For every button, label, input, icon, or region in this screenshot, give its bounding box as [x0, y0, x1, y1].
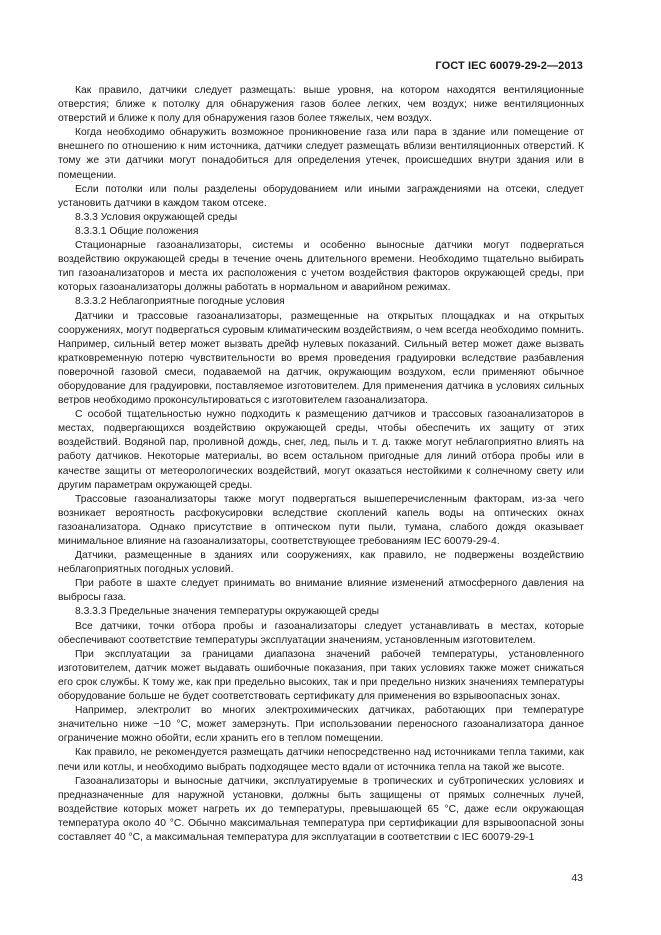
subsection-heading: 8.3.3.1 Общие положения — [75, 225, 199, 237]
page-number: 43 — [571, 872, 583, 884]
paragraph: При работе в шахте следует принимать во внимание влияние изменений атмосферного давления на выбросы газа. — [58, 578, 584, 604]
standard-designation: ГОСТ IEC 60079-29-2—2013 — [435, 60, 583, 72]
paragraph: Трассовые газоанализаторы также могут подвергаться вышеперечисленным факторам, из-за чего возникает вероятность расфокусировки вследствие скоплений капель воды на оптических окнах газоанализатора. Однако присутствие в оптическом пути пыли, тумана, слабого дождя оказывает минимальное влияние на газоанализаторы, соответствующее требованиям IEC 60079-29-4. — [58, 493, 584, 547]
paragraph: Если потолки или полы разделены оборудованием или иными заграждениями на отсеки, следует установить датчики в каждом таком отсеке. — [58, 183, 584, 209]
subsection-heading: 8.3.3.3 Предельные значения температуры окружающей среды — [75, 606, 380, 618]
paragraph: Например, электролит во многих электрохимических датчиках, работающих при температуре значительно ниже −10 °С, может замерзнуть. При использовании переносного газоанализатора данное ограничение можно обойти, если хранить его в теплом помещении. — [58, 705, 584, 745]
paragraph: Как правило, не рекомендуется размещать датчики непосредственно над источниками тепла такими, как печи или котлы, и необходимо выбрать подходящее место вдали от источника тепла на такой же высоте. — [58, 747, 584, 773]
paragraph: Газоанализаторы и выносные датчики, эксплуатируемые в тропических и субтропических условиях и предназначенные для наружной установки, должны быть защищены от прямых солнечных лучей, воздействие которых может нагреть их до температуры, превышающей 65 °С, даже если окружающая температура около 40 °С. Обычно максимальная температура при сертификации для взрывоопасной зоны составляет 40 °С, а максимальная температура для эксплуатации в соответствии с IEC 60079-29-1 — [58, 775, 584, 843]
paragraph: Все датчики, точки отбора пробы и газоанализаторы следует устанавливать в местах, которые обеспечивают соответствие температуры эксплуатации значениям, установленным изготовителем. — [58, 620, 584, 646]
subsection-heading: 8.3.3.2 Неблагоприятные погодные условия — [75, 296, 285, 308]
paragraph: Датчики, размещенные в зданиях или сооружениях, как правило, не подвержены воздействию неблагоприятных погодных условий. — [58, 550, 584, 576]
paragraph: Стационарные газоанализаторы, системы и особенно выносные датчики могут подвергаться воздействию окружающей среды в течение очень длительного времени. Необходимо тщательно выбирать тип газоанализаторов и места их расположения с учетом воздействия факторов окружающей среды, при которых газоанализаторы должны работать в нормальном и аварийном режимах. — [58, 240, 584, 294]
paragraph: Когда необходимо обнаружить возможное проникновение газа или пара в здание или помещение от внешнего по отношению к ним источника, датчики следует размещать вблизи вентиляционных отверстий. К тому же эти датчики могут понадобиться для определения утечек, происшедших внутри здания или в помещении. — [58, 127, 584, 181]
paragraph: Датчики и трассовые газоанализаторы, размещенные на открытых площадках и на открытых сооружениях, могут подвергаться суровым климатическим воздействиям, о чем всегда необходимо помнить. Например, сильный ветер может вызвать дрейф нулевых показаний. Сильный ветер может даже вызвать кратковременную потерю чувствительности во время проведения градуировки вследствие разбавления поверочной газовой смеси, подаваемой на датчик, окружающим воздухом, если применяют обычное оборудование для градуировки, поставляемое изготовителем. Для применения датчика в условиях сильных ветров необходимо проконсультироваться с изготовителем газоанализатора. — [58, 310, 584, 407]
paragraph: Как правило, датчики следует размещать: выше уровня, на котором находятся вентиляционные отверстия; ближе к потолку для обнаружения газов более легких, чем воздух; ниже вентиляционных отверстий и ближе к полу для обнаружения газов более тяжелых, чем воздух. — [58, 85, 584, 125]
paragraph: При эксплуатации за границами диапазона значений рабочей температуры, установленного изготовителем, датчик может выдавать ошибочные показания, при таких условиях также может снижаться его срок службы. К тому же, как при предельно высоких, так и при предельно низких значениях температуры оборудование больше не будет соответствовать сертификату для применения во взрывоопасных зонах. — [58, 648, 584, 703]
document-body — [58, 84, 584, 845]
section-heading: 8.3.3 Условия окружающей среды — [75, 211, 238, 223]
paragraph: С особой тщательностью нужно подходить к размещению датчиков и трассовых газоанализаторов в местах, подвергающихся воздействию окружающей среды, чтобы обеспечить их защиту от этих воздействий. Водяной пар, проливной дождь, снег, лед, пыль и т. д. также могут неблагоприятно влиять на работу датчиков. Некоторые материалы, во всем остальном пригодные для линий отбора пробы или в качестве защиты от метеорологических воздействий, могут оказаться нестойкими к солнечному свету или другим параметрам окружающей среды. — [58, 409, 584, 491]
